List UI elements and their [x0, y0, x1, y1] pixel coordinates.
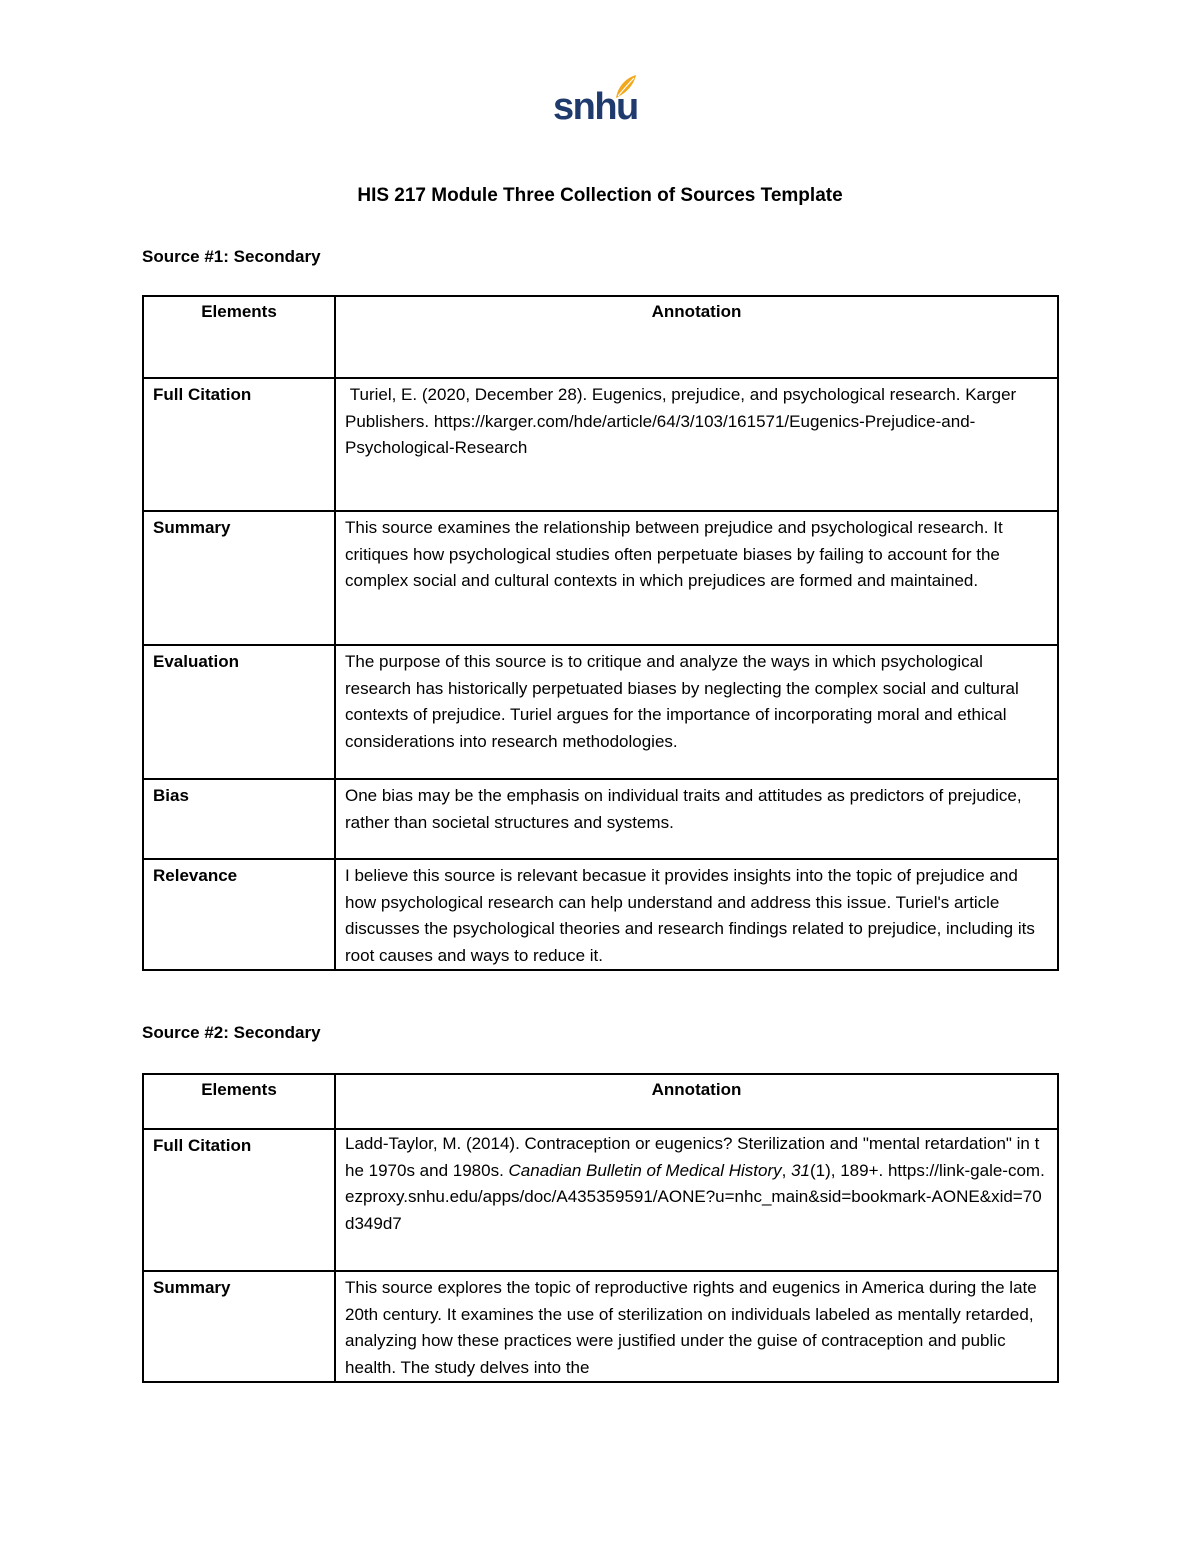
- element-label: Summary: [143, 1271, 335, 1382]
- annotation-header: Annotation: [335, 296, 1058, 378]
- annotation-cell: This source examines the relationship between prejudice and psychological research. It critiques how psychological studies often perpetuate biases by failing to account for the complex social and cultural contexts in which prejudices are formed and maintained.: [335, 511, 1058, 645]
- table-row: [143, 779, 1058, 859]
- source-1-heading: Source #1: Secondary: [142, 247, 321, 266]
- table-row: [143, 1129, 1058, 1271]
- annotation-header: Annotation: [335, 1074, 1058, 1129]
- elements-header: Elements: [143, 1074, 335, 1129]
- element-label: Evaluation: [143, 645, 335, 779]
- annotation-cell: One bias may be the emphasis on individual traits and attitudes as predictors of prejudice, rather than societal structures and systems.: [335, 779, 1058, 859]
- source-2-heading: Source #2: Secondary: [142, 1023, 321, 1042]
- elements-header: Elements: [143, 296, 335, 378]
- table-row: [143, 378, 1058, 511]
- snhu-logo: [553, 74, 643, 134]
- journal-title: Canadian Bulletin of Medical History: [508, 1160, 782, 1180]
- element-label: Full Citation: [143, 1129, 335, 1271]
- source-1-table: [142, 295, 1059, 971]
- element-label: Full Citation: [143, 378, 335, 511]
- table-row: [143, 645, 1058, 779]
- annotation-cell: The purpose of this source is to critique and analyze the ways in which psychological research has historically perpetuated biases by neglecting the complex social and cultural contexts of prejudice. Turiel argues for the importance of incorporating moral and ethical considerations into research methodologies.: [335, 645, 1058, 779]
- citation-text: (1), 189+. https://link-gale-com.ezproxy.snhu.edu/apps/doc/A435359591/AONE?u=nhc_main&sid=bookmark-AONE&xid=70d349d7: [345, 1160, 1045, 1233]
- table-row: [143, 511, 1058, 645]
- logo-text: snhu: [553, 86, 638, 128]
- journal-volume: 31: [791, 1160, 810, 1180]
- element-label: Bias: [143, 779, 335, 859]
- table-row: [143, 1271, 1058, 1382]
- document-title: HIS 217 Module Three Collection of Sources Template: [357, 185, 843, 206]
- citation-text: Ladd-Taylor, M. (2014). Contraception or eugenics? Sterilization and "mental retardation" in the 1970s and 1980s.: [345, 1134, 1040, 1180]
- table-header-row: [143, 296, 1058, 378]
- citation-text: ,: [781, 1160, 792, 1180]
- annotation-cell: Turiel, E. (2020, December 28). Eugenics, prejudice, and psychological research. Karger Publishers. https://karger.com/hde/article/64/3/103/161571/Eugenics-Prejudice-and-Psychological-Research: [335, 378, 1058, 511]
- annotation-cell: I believe this source is relevant becasue it provides insights into the topic of prejudice and how psychological research can help understand and address this issue. Turiel's article discusses the psychological theories and research findings related to prejudice, including its root causes and ways to reduce it.: [335, 859, 1058, 970]
- element-label: Summary: [143, 511, 335, 645]
- citation-cell: [335, 1129, 1058, 1271]
- annotation-cell: This source explores the topic of reproductive rights and eugenics in America during the late 20th century. It examines the use of sterilization on individuals labeled as mentally retarded, analyzing how these practices were justified under the guise of contraception and public health. The study delves into the: [335, 1271, 1058, 1382]
- element-label: Relevance: [143, 859, 335, 970]
- table-row: [143, 859, 1058, 970]
- source-2-table: [142, 1073, 1059, 1383]
- table-header-row: [143, 1074, 1058, 1129]
